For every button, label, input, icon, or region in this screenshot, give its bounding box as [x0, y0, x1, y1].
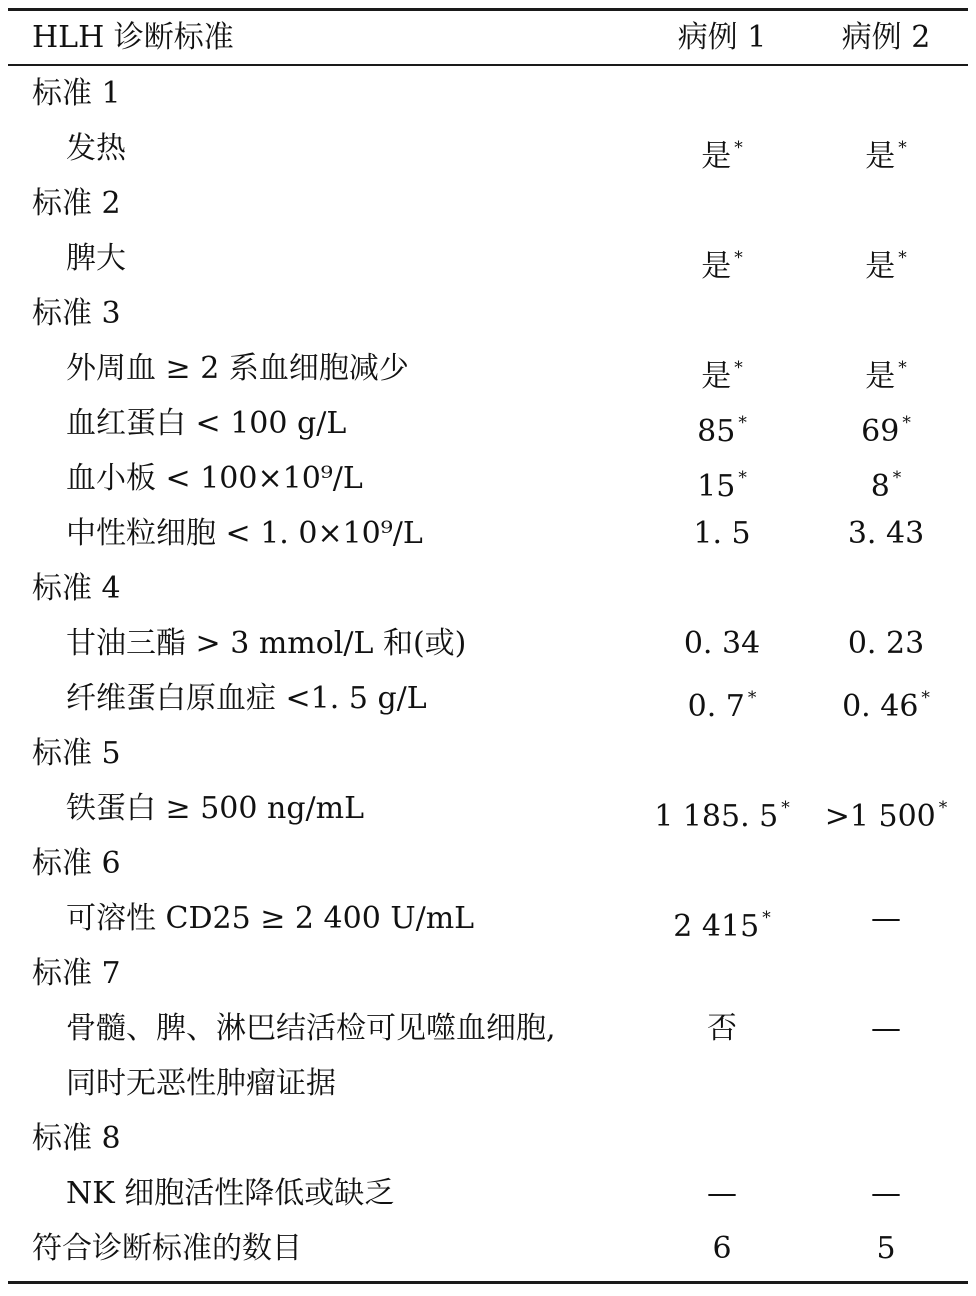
criterion-group-row [0, 286, 976, 341]
criterion-group-label: 符合诊断标准的数目 [32, 1231, 302, 1266]
significance-marker: * [921, 688, 930, 708]
significance-marker: * [902, 413, 911, 433]
criterion-group-row [0, 66, 976, 121]
criterion-item-row [0, 396, 976, 451]
significance-marker: * [734, 138, 743, 158]
criterion-group-row [0, 561, 976, 616]
criterion-group-label: 标准 8 [32, 1121, 121, 1156]
criterion-item-row [0, 671, 976, 726]
case-2-value-text: 3. 43 [847, 516, 925, 551]
case-2-value-text: 8 [870, 469, 890, 504]
criterion-item-label: 纤维蛋白原血症 <1. 5 g/L [66, 681, 427, 716]
criterion-group-label: 标准 7 [32, 956, 121, 991]
case-1-value [640, 671, 804, 734]
significance-marker: * [738, 413, 747, 433]
header-criterion: HLH 诊断标准 [32, 20, 234, 55]
case-1-value [640, 891, 804, 954]
significance-marker: * [762, 908, 771, 928]
criterion-item-row [0, 506, 976, 561]
case-2-value-text: 0. 23 [847, 626, 925, 661]
criterion-item-label: 血红蛋白 < 100 g/L [66, 406, 347, 441]
case-1-value-text: 是 [701, 359, 732, 394]
criterion-group-label: 标准 2 [32, 186, 121, 221]
case-2-value [804, 1221, 968, 1276]
case-2-value [804, 451, 968, 514]
case-2-value [804, 121, 968, 184]
case-2-value [804, 396, 968, 459]
case-2-value [804, 616, 968, 671]
criterion-group-row [0, 946, 976, 1001]
case-2-value-text: >1 500 [824, 799, 936, 834]
significance-marker: * [892, 468, 902, 488]
table-top-rule [8, 8, 968, 11]
criterion-group-label: 标准 6 [32, 846, 121, 881]
case-1-value [640, 506, 804, 561]
criterion-item-row [0, 451, 976, 506]
criterion-item-row [0, 121, 976, 176]
criterion-group-row [0, 726, 976, 781]
criterion-group-label: 标准 1 [32, 76, 121, 111]
case-1-value [640, 616, 804, 671]
table-bottom-rule [8, 1281, 968, 1284]
case-1-value [640, 451, 804, 514]
criterion-item-label: 同时无恶性肿瘤证据 [66, 1066, 336, 1101]
criterion-group-row [0, 1221, 976, 1276]
criterion-item-row [0, 1001, 976, 1056]
case-1-value-text: 1. 5 [693, 516, 751, 551]
criterion-item-row [0, 1056, 976, 1111]
case-1-value-text: 是 [701, 139, 732, 174]
case-1-value [640, 231, 804, 294]
criterion-item-label: 铁蛋白 ≥ 500 ng/mL [66, 791, 365, 826]
case-1-value-text: 1 185. 5 [654, 799, 779, 834]
case-1-value-text: 6 [712, 1231, 732, 1266]
criterion-item-row [0, 341, 976, 396]
case-1-value [640, 1001, 804, 1056]
criterion-item-row [0, 616, 976, 671]
case-1-value-text: 2 415 [673, 909, 760, 944]
criterion-item-label: 甘油三酯 > 3 mmol/L 和(或) [66, 626, 467, 661]
significance-marker: * [734, 358, 743, 378]
case-1-value [640, 1166, 804, 1221]
case-2-value-text: 是 [865, 249, 896, 284]
criterion-item-label: 脾大 [66, 241, 126, 276]
criterion-item-label: 骨髓、脾、淋巴结活检可见噬血细胞, [66, 1011, 556, 1046]
case-2-value [804, 1001, 968, 1056]
case-1-value [640, 341, 804, 404]
case-1-value-text: 是 [701, 249, 732, 284]
significance-marker: * [747, 688, 757, 708]
criterion-group-row [0, 1111, 976, 1166]
significance-marker: * [734, 248, 743, 268]
case-1-value [640, 781, 804, 844]
criterion-group-row [0, 836, 976, 891]
case-2-value-text: — [871, 901, 901, 936]
case-1-value [640, 121, 804, 184]
criterion-group-label: 标准 5 [32, 736, 121, 771]
case-1-value-text: 15 [697, 469, 736, 504]
case-2-value [804, 506, 968, 561]
table-body [0, 66, 976, 1276]
case-2-value-text: 5 [876, 1231, 896, 1266]
case-2-value [804, 1166, 968, 1221]
case-2-value-text: 是 [865, 359, 896, 394]
criterion-item-label: 血小板 < 100×10⁹/L [66, 461, 363, 496]
case-1-value [640, 396, 804, 459]
case-2-value-text: 69 [861, 414, 900, 449]
significance-marker: * [938, 798, 948, 818]
header-case-1: 病例 1 [677, 20, 767, 55]
criterion-item-label: 发热 [66, 131, 126, 166]
case-2-value-text: 是 [865, 139, 896, 174]
significance-marker: * [781, 798, 790, 818]
case-2-value [804, 891, 968, 946]
criterion-item-row [0, 781, 976, 836]
significance-marker: * [898, 138, 907, 158]
criterion-group-row [0, 176, 976, 231]
case-1-value-text: — [707, 1176, 737, 1211]
criterion-item-label: 外周血 ≥ 2 系血细胞减少 [66, 351, 409, 386]
case-1-value [640, 1221, 804, 1276]
case-2-value [804, 341, 968, 404]
criterion-item-row [0, 1166, 976, 1221]
case-2-value-text: 0. 46 [842, 689, 919, 724]
criterion-group-label: 标准 3 [32, 296, 121, 331]
case-1-value-text: 0. 34 [683, 626, 761, 661]
case-2-value [804, 671, 968, 734]
case-1-value-text: 85 [697, 414, 736, 449]
criterion-group-label: 标准 4 [32, 571, 121, 606]
significance-marker: * [898, 358, 907, 378]
case-2-value [804, 781, 968, 844]
case-1-value-text: 否 [707, 1011, 737, 1046]
case-2-value-text: — [871, 1011, 901, 1046]
significance-marker: * [738, 468, 747, 488]
criterion-item-label: 可溶性 CD25 ≥ 2 400 U/mL [66, 901, 475, 936]
header-case-2: 病例 2 [841, 20, 931, 55]
criterion-item-row [0, 231, 976, 286]
criterion-item-label: 中性粒细胞 < 1. 0×10⁹/L [66, 516, 423, 551]
case-2-value [804, 231, 968, 294]
criterion-item-label: NK 细胞活性降低或缺乏 [66, 1176, 395, 1211]
significance-marker: * [898, 248, 907, 268]
case-2-value-text: — [871, 1176, 901, 1211]
criterion-item-row [0, 891, 976, 946]
case-1-value-text: 0. 7 [687, 689, 745, 724]
